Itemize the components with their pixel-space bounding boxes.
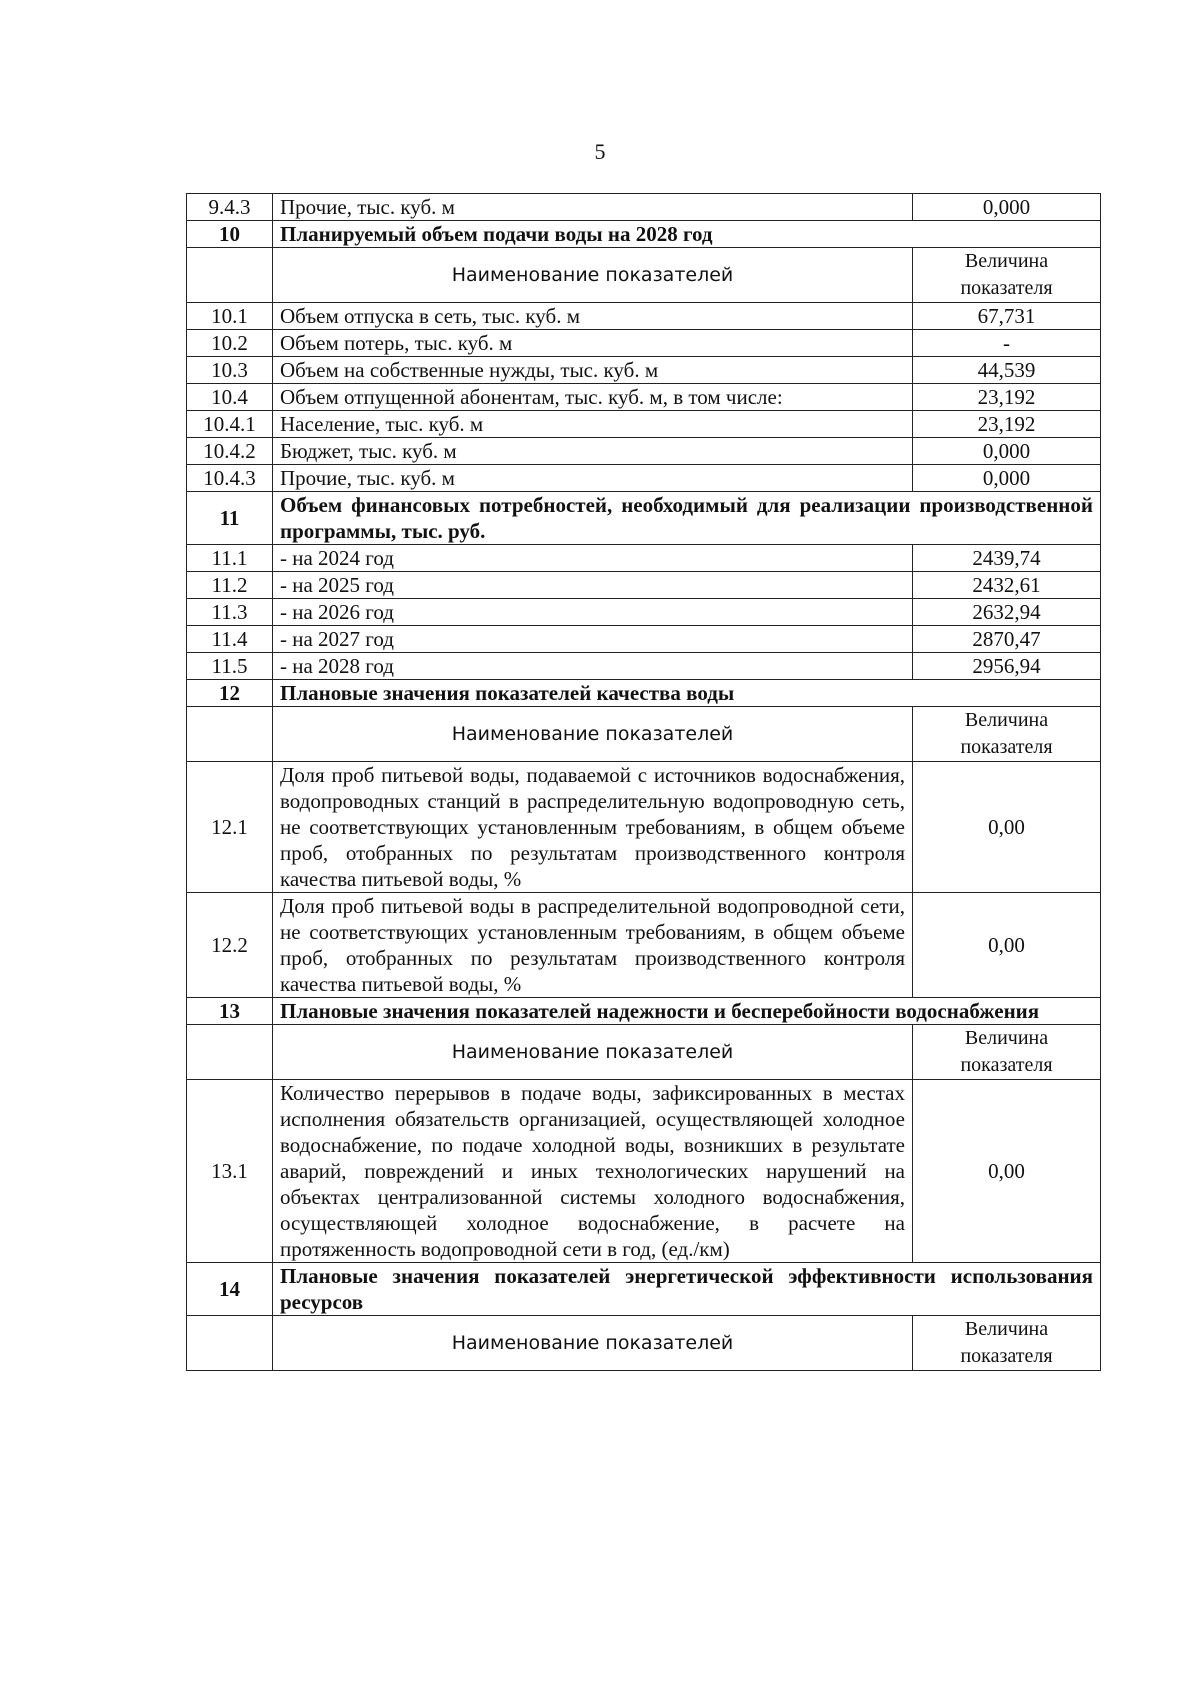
section-title: Плановые значения показателей надежности и бесперебойности водоснабжения	[273, 998, 1101, 1025]
table-row	[187, 411, 1101, 438]
indicators-table	[186, 193, 1101, 1371]
table-row	[187, 384, 1101, 411]
row-value: 23,192	[913, 411, 1101, 438]
row-number: 10.4.2	[187, 438, 273, 465]
table-row	[187, 357, 1101, 384]
table-row	[187, 893, 1101, 998]
row-number: 10.3	[187, 357, 273, 384]
row-value: 23,192	[913, 384, 1101, 411]
row-value: 2870,47	[913, 626, 1101, 653]
row-number: 11.1	[187, 545, 273, 572]
column-header-name: Наименование показателей	[273, 1025, 913, 1080]
row-name: - на 2027 год	[273, 626, 913, 653]
table-row	[187, 599, 1101, 626]
section-row	[187, 492, 1101, 545]
row-name: - на 2025 год	[273, 572, 913, 599]
row-name: Объем потерь, тыс. куб. м	[273, 330, 913, 357]
section-title: Планируемый объем подачи воды на 2028 год	[273, 221, 1101, 248]
row-number: 9.4.3	[187, 194, 273, 221]
table-row	[187, 303, 1101, 330]
row-value: 0,000	[913, 465, 1101, 492]
table-row	[187, 194, 1101, 221]
row-value: -	[913, 330, 1101, 357]
section-title: Плановые значения показателей энергетической эффективности использования ресурсов	[273, 1263, 1101, 1316]
row-value: 67,731	[913, 303, 1101, 330]
row-value: 2432,61	[913, 572, 1101, 599]
table-row	[187, 545, 1101, 572]
empty-cell	[187, 707, 273, 762]
row-name: Количество перерывов в подаче воды, зафиксированных в местах исполнения обязательств организацией, осуществляющей холодное водоснабжение, по подаче холодной воды, возникших в результате аварий, повреждений и иных технологических нарушений на объектах централизованной системы холодного водоснабжения, осуществляющей холодное водоснабжение, в расчете на протяженность водопроводной сети в год, (ед./км)	[273, 1080, 913, 1263]
row-number: 10.4.3	[187, 465, 273, 492]
row-name: Объем отпущенной абонентам, тыс. куб. м, в том числе:	[273, 384, 913, 411]
section-number: 11	[187, 492, 273, 545]
row-name: Объем отпуска в сеть, тыс. куб. м	[273, 303, 913, 330]
table-row	[187, 438, 1101, 465]
row-number: 11.4	[187, 626, 273, 653]
empty-cell	[187, 248, 273, 303]
table-row	[187, 465, 1101, 492]
row-number: 10.1	[187, 303, 273, 330]
row-number: 12.2	[187, 893, 273, 998]
section-number: 13	[187, 998, 273, 1025]
column-header-name: Наименование показателей	[273, 248, 913, 303]
row-name: Прочие, тыс. куб. м	[273, 465, 913, 492]
section-row	[187, 221, 1101, 248]
column-header-value: Величина показателя	[913, 1025, 1101, 1080]
column-header-value: Величина показателя	[913, 1316, 1101, 1371]
table-row	[187, 653, 1101, 680]
row-number: 11.3	[187, 599, 273, 626]
section-number: 10	[187, 221, 273, 248]
row-value: 0,000	[913, 194, 1101, 221]
table-row	[187, 626, 1101, 653]
empty-cell	[187, 1316, 273, 1371]
row-name: - на 2028 год	[273, 653, 913, 680]
table-row	[187, 1080, 1101, 1263]
row-number: 11.2	[187, 572, 273, 599]
section-row	[187, 1263, 1101, 1316]
section-row	[187, 998, 1101, 1025]
row-value: 0,000	[913, 438, 1101, 465]
row-name: Прочие, тыс. куб. м	[273, 194, 913, 221]
column-header-name: Наименование показателей	[273, 707, 913, 762]
section-number: 14	[187, 1263, 273, 1316]
row-name: Население, тыс. куб. м	[273, 411, 913, 438]
row-number: 12.1	[187, 762, 273, 893]
row-value: 2439,74	[913, 545, 1101, 572]
column-header-value: Величина показателя	[913, 248, 1101, 303]
column-header-row	[187, 248, 1101, 303]
section-number: 12	[187, 680, 273, 707]
section-row	[187, 680, 1101, 707]
row-value: 0,00	[913, 893, 1101, 998]
section-title: Плановые значения показателей качества воды	[273, 680, 1101, 707]
row-name: Доля проб питьевой воды в распределительной водопроводной сети, не соответствующих установленным требованиям, в общем объеме проб, отобранных по результатам производственного контроля качества питьевой воды, %	[273, 893, 913, 998]
section-title: Объем финансовых потребностей, необходимый для реализации производственной программы, тыс. руб.	[273, 492, 1101, 545]
row-value: 44,539	[913, 357, 1101, 384]
row-number: 13.1	[187, 1080, 273, 1263]
row-number: 10.4.1	[187, 411, 273, 438]
row-value: 2632,94	[913, 599, 1101, 626]
row-name: Бюджет, тыс. куб. м	[273, 438, 913, 465]
row-name: Объем на собственные нужды, тыс. куб. м	[273, 357, 913, 384]
row-name: Доля проб питьевой воды, подаваемой с источников водоснабжения, водопроводных станций в распределительную водопроводную сеть, не соответствующих установленным требованиям, в общем объеме проб, отобранных по результатам производственного контроля качества питьевой воды, %	[273, 762, 913, 893]
column-header-row	[187, 1316, 1101, 1371]
row-name: - на 2026 год	[273, 599, 913, 626]
table-row	[187, 572, 1101, 599]
row-value: 0,00	[913, 762, 1101, 893]
row-value: 2956,94	[913, 653, 1101, 680]
column-header-row	[187, 1025, 1101, 1080]
row-number: 10.2	[187, 330, 273, 357]
row-name: - на 2024 год	[273, 545, 913, 572]
row-value: 0,00	[913, 1080, 1101, 1263]
table-row	[187, 762, 1101, 893]
table-row	[187, 330, 1101, 357]
page-number: 5	[594, 139, 606, 164]
column-header-value: Величина показателя	[913, 707, 1101, 762]
row-number: 11.5	[187, 653, 273, 680]
column-header-name: Наименование показателей	[273, 1316, 913, 1371]
row-number: 10.4	[187, 384, 273, 411]
empty-cell	[187, 1025, 273, 1080]
column-header-row	[187, 707, 1101, 762]
